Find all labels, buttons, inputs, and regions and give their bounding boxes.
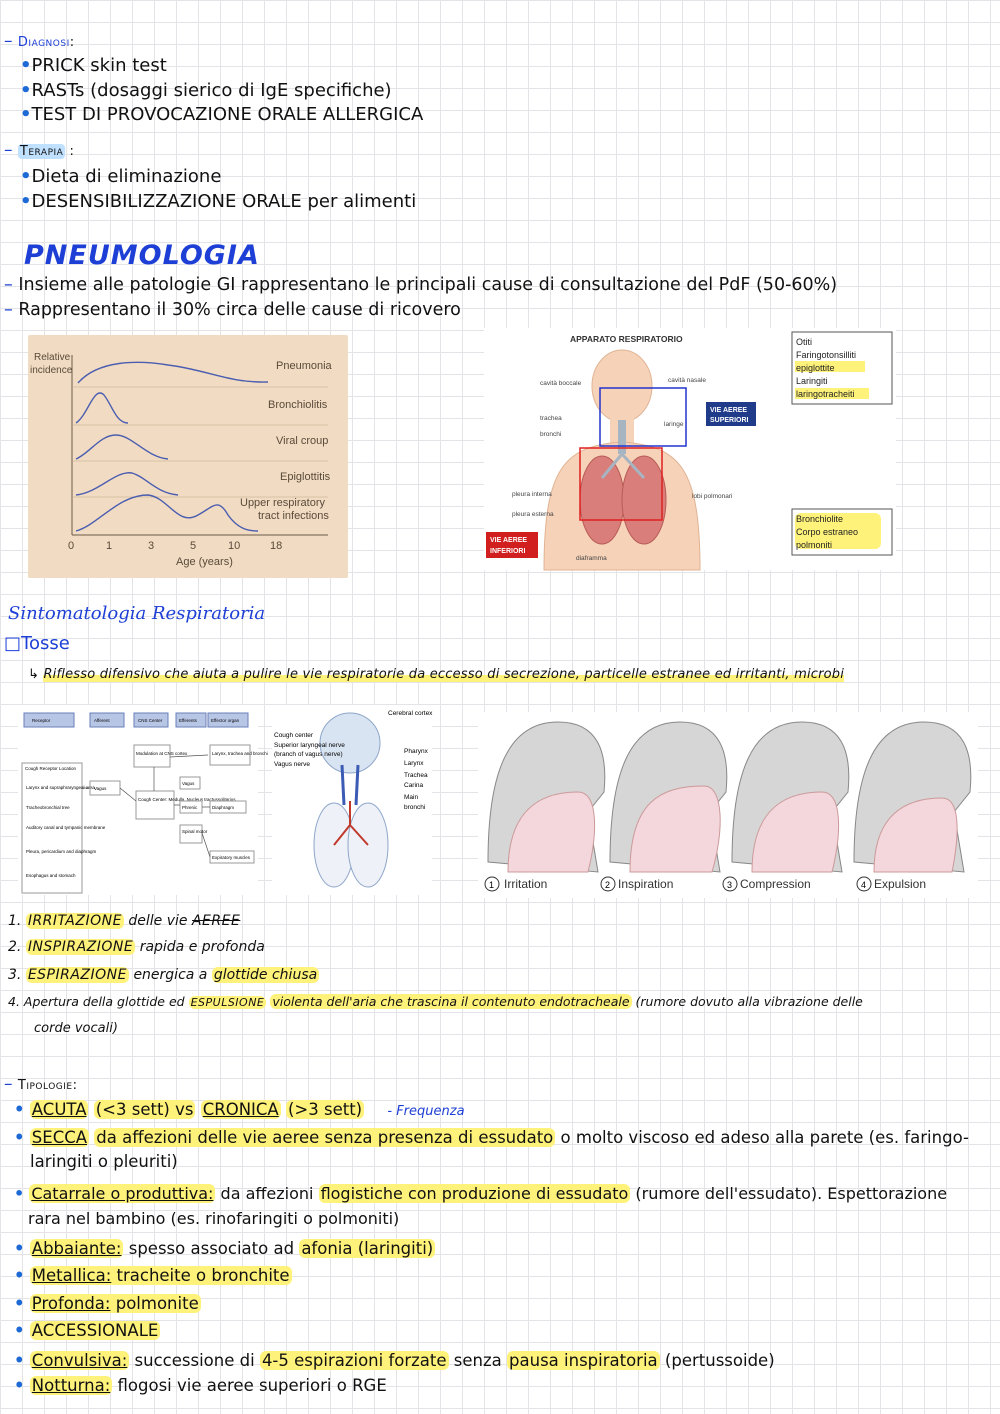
modulation-label: Modulation at CNS cortex — [136, 751, 188, 756]
incidence-figure — [28, 335, 348, 578]
label-cavita-boccale: cavità boccale — [540, 380, 582, 387]
tag-upper-2: SUPERIORI — [710, 417, 749, 424]
anatomy-top: Cerebral cortex — [388, 710, 433, 717]
reflex-header: Receptor — [32, 718, 51, 723]
step-2: 2. INSPIRAZIONE rapida e profonda — [8, 939, 265, 955]
phases-svg — [478, 712, 978, 898]
efferent-phrenic: Phrenic — [182, 805, 198, 810]
pneumologia-line: – Rappresentano il 30% circa delle cause di ricovero — [4, 300, 461, 320]
phase-compression — [732, 722, 849, 872]
terapia-heading: – Terapia : — [4, 140, 74, 160]
series-label: Viral croup — [276, 435, 329, 447]
anatomy-left: (branch of vagus nerve) — [274, 751, 343, 758]
series-label: tract infections — [258, 510, 329, 522]
anatomy-left: Cough center — [274, 732, 314, 739]
diagnosi-heading: – Diagnosi: — [4, 31, 75, 51]
diagnosi-item: •PRICK skin test — [20, 55, 167, 76]
lower-box-item: polmoniti — [796, 540, 833, 550]
x-tick: 5 — [190, 540, 197, 552]
receptor-item: Larynx and supraphraryngeal area — [26, 785, 95, 790]
pneumologia-line: – Insieme alle patologie GI rappresentano le principali cause di consultazione del PdF (50-60%) — [4, 275, 838, 295]
anatomy-right: Pharynx — [404, 748, 428, 755]
step-1: 1. IRRITAZIONE delle vie AEREE — [8, 913, 241, 929]
receptor-item: Pleura, pericardium and diaphragm — [26, 849, 97, 854]
afferent-label: Vagus — [94, 786, 107, 791]
lower-box-item: Bronchiolite — [796, 514, 844, 524]
efferent-spinal: Spinal motor — [182, 829, 208, 834]
label-pleura-esterna: pleura esterna — [512, 511, 554, 518]
x-tick: 10 — [228, 540, 241, 552]
label-lobi-polmonari: lobi polmonari — [692, 493, 733, 500]
anatomy-right: Carina — [404, 782, 424, 789]
tipologia-accessionale: • ACCESSIONALE — [14, 1321, 159, 1340]
series-label: Upper respiratory — [240, 497, 325, 509]
label-pleura-interna: pleura interna — [512, 491, 552, 498]
anatomy-right: Trachea — [404, 772, 428, 779]
anatomy-right: Larynx — [404, 760, 424, 767]
x-tick: 0 — [68, 540, 75, 552]
tag-lower-2: INFERIORI — [490, 548, 526, 555]
tosse-heading: □Tosse — [4, 633, 70, 654]
reflex-header: Afferent — [94, 718, 110, 723]
anatomy-left: Vagus nerve — [274, 761, 311, 768]
effector-item: Larynx, trachea and bronchi — [212, 751, 268, 756]
curve-bronchiolitis — [76, 393, 128, 423]
cough-anatomy — [272, 705, 432, 895]
cough-center-label: Cough Center: Medulla, Nucleus tractussolitarius — [138, 797, 236, 802]
effector-item: Expiratory muscles — [212, 855, 251, 860]
tipologia-acuta: • ACUTA (<3 sett) vs CRONICA (>3 sett) - Frequenza — [14, 1100, 465, 1119]
anatomy-left: Superior laryngeal nerve — [274, 742, 345, 749]
step-4-cont: corde vocali) — [34, 1021, 118, 1036]
tipologia-convulsiva: • Convulsiva: successione di 4-5 espirazioni forzate senza pausa inspiratoria (pertussoide) — [14, 1351, 775, 1370]
x-tick: 18 — [270, 540, 283, 552]
effector-item: Diaphragm — [212, 805, 235, 810]
upper-box-item: Faringotonsilliti — [796, 350, 857, 360]
anatomy-right: Main — [404, 794, 419, 801]
tipologie-heading: – Tipologie: — [4, 1074, 77, 1094]
phase-inspiration — [610, 722, 727, 872]
receptor-item: Tracheobronchial tree — [26, 805, 70, 810]
phase-number: 1 — [489, 880, 495, 890]
tipologia-notturna: • Notturna: flogosi vie aeree superiori o RGE — [14, 1376, 387, 1395]
x-tick: 1 — [106, 540, 113, 552]
upper-box-item: laringotracheiti — [796, 389, 855, 399]
label-trachea: trachea — [540, 415, 562, 422]
respiratory-svg — [484, 328, 896, 570]
phase-label: Irritation — [504, 877, 548, 891]
cough-reflex-flowchart — [18, 705, 268, 895]
tipologia-abbaiante: • Abbaiante: spesso associato ad afonia (laringiti) — [14, 1239, 434, 1258]
tag-upper-1: VIE AEREE — [710, 407, 748, 414]
step-4: 4. Apertura della glottide ed ESPULSIONE violenta dell'aria che trascina il contenuto endotracheale (rumore dovuto alla vibrazione delle — [8, 994, 863, 1009]
x-tick: 3 — [148, 540, 155, 552]
respiratory-diagram — [484, 328, 896, 570]
series-label: Epiglottitis — [280, 471, 331, 483]
phase-label: Compression — [740, 877, 811, 891]
reflex-svg — [18, 705, 268, 895]
upper-box-item: Otiti — [796, 337, 813, 347]
phase-irritation — [488, 722, 605, 872]
incidence-svg — [28, 335, 348, 578]
phase-expulsion — [854, 722, 971, 872]
reflex-header: CNS Center — [138, 718, 163, 723]
phase-label: Inspiration — [618, 877, 674, 891]
phase-label: Expulsion — [874, 877, 927, 891]
receptor-item: Esophagus and stomach — [26, 873, 76, 878]
pneumologia-title: PNEUMOLOGIA — [24, 240, 260, 271]
cough-anatomy-svg — [272, 705, 432, 895]
upper-box-item: epiglottite — [796, 363, 835, 373]
tipologia-catarrale: • Catarrale o produttiva: da affezioni flogistiche con produzione di essudato (rumore dell'essudato). Espettorazione — [14, 1184, 948, 1203]
diagram-title: APPARATO RESPIRATORIO — [570, 334, 683, 344]
cough-phases — [478, 712, 978, 898]
anatomy-right: bronchi — [404, 804, 426, 811]
curve-pneumonia — [78, 362, 268, 383]
y-label-1: Relative — [34, 352, 71, 363]
diagnosi-item: •RASTs (dosaggi sierico di IgE specifiche) — [20, 80, 392, 101]
label-cavita-nasale: cavità nasale — [668, 377, 706, 384]
tag-lower-1: VIE AEREE — [490, 537, 528, 544]
tipologia-profonda: • Profonda: polmonite — [14, 1294, 199, 1313]
receptor-title: Cough Receptor Location — [25, 766, 77, 771]
tipologia-secca-cont: laringiti o pleuriti) — [30, 1152, 178, 1171]
x-axis-label: Age (years) — [176, 556, 233, 568]
curve-croup — [76, 435, 168, 459]
terapia-item: •DESENSIBILIZZAZIONE ORALE per alimenti — [20, 191, 417, 212]
curve-uri — [76, 495, 258, 531]
phase-number: 4 — [861, 880, 867, 890]
receptor-item: Auditory canal and tympanic membrane — [26, 825, 106, 830]
efferent-vagus: Vagus — [182, 781, 195, 786]
label-laringe: laringe — [664, 421, 684, 428]
sintomatologia-title: Sintomatologia Respiratoria — [8, 603, 266, 624]
tipologia-catarrale-cont: rara nel bambino (es. rinofaringiti o polmoniti) — [28, 1209, 400, 1228]
reflex-header: Effector organ — [211, 718, 240, 723]
curve-epiglottitis — [76, 473, 178, 495]
label-bronchi: bronchi — [540, 431, 562, 438]
series-label: Bronchiolitis — [268, 399, 328, 411]
tosse-definition: ↳ Riflesso difensivo che aiuta a pulire le vie respiratorie da eccesso di secrezione, particelle estranee ed irritanti, microbi — [28, 667, 845, 682]
lower-box-item: Corpo estraneo — [796, 527, 859, 537]
upper-box-item: Laringiti — [796, 376, 828, 386]
series-label: Pneumonia — [276, 360, 332, 372]
phase-number: 2 — [605, 880, 611, 890]
terapia-item: •Dieta di eliminazione — [20, 166, 222, 187]
diagnosi-item: •TEST DI PROVOCAZIONE ORALE ALLERGICA — [20, 104, 424, 125]
label-diaframma: diaframma — [576, 555, 607, 562]
y-label-2: incidence — [30, 365, 73, 376]
tipologia-metallica: • Metallica: tracheite o bronchite — [14, 1266, 290, 1285]
step-3: 3. ESPIRAZIONE energica a glottide chiusa — [8, 967, 318, 983]
phase-number: 3 — [727, 880, 733, 890]
tipologia-secca: • SECCA da affezioni delle vie aeree senza presenza di essudato o molto viscoso ed adeso alla parete (es. faringo- — [14, 1128, 969, 1147]
reflex-header: Efferents — [179, 718, 197, 723]
